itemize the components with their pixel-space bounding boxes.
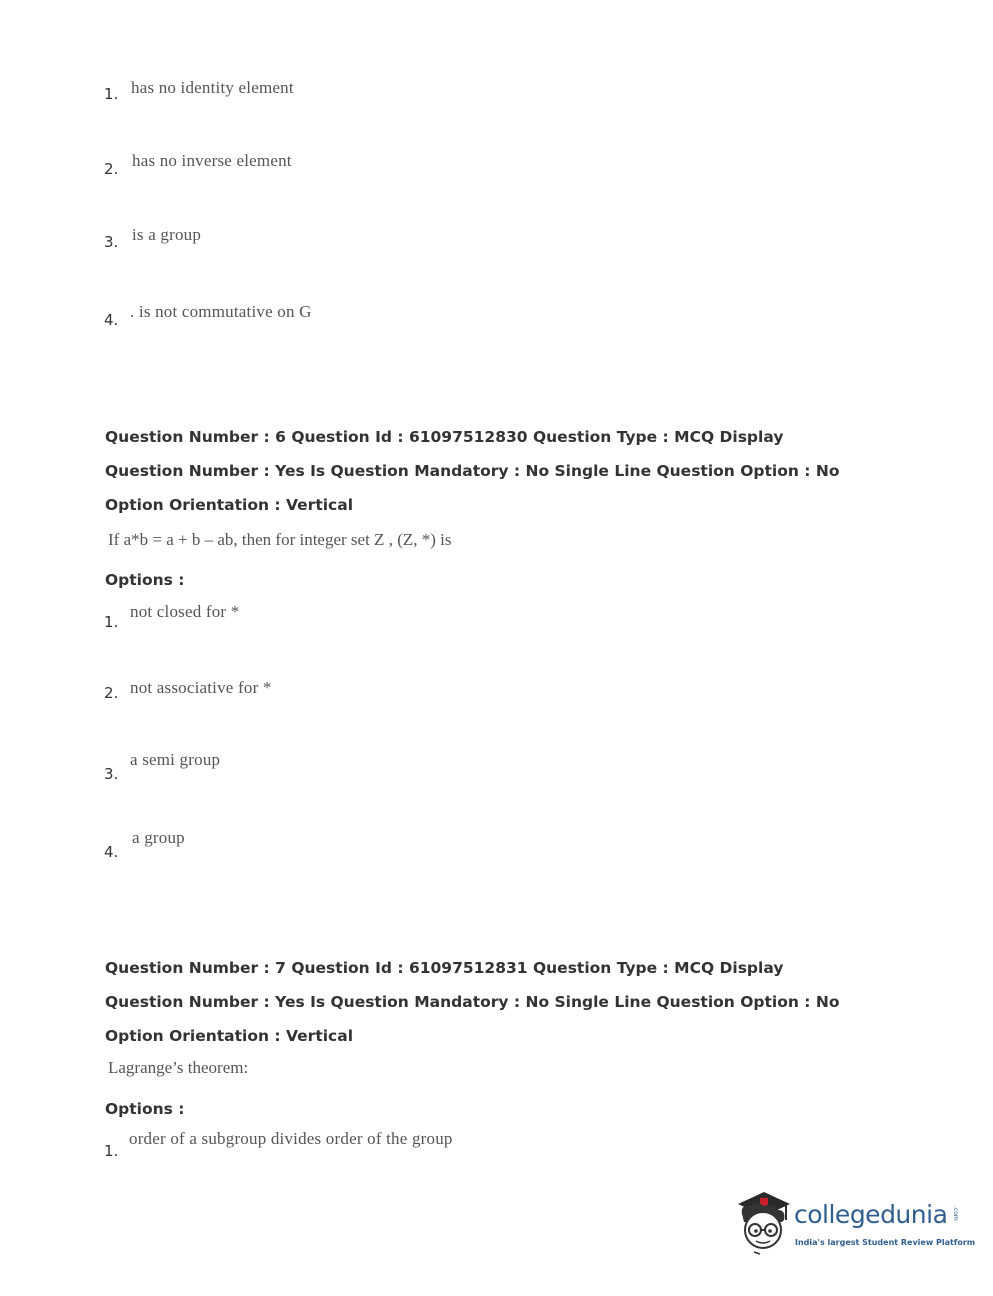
logo-tagline: India's largest Student Review Platform	[795, 1238, 976, 1247]
logo-suffix: .com	[952, 1206, 959, 1221]
question-meta: Question Number : 6 Question Id : 61097512830 Question Type : MCQ Display Question Number : Yes Is Question Mandatory : No Single Line Question Option : No Option Orientation : Vertical	[105, 428, 840, 514]
option-number: 3.	[104, 765, 119, 783]
option-text: has no identity element	[131, 78, 294, 97]
option-number: 1.	[104, 1142, 119, 1160]
option-number: 1.	[104, 613, 119, 631]
option-text: not associative for *	[130, 678, 272, 697]
option-text: not closed for *	[130, 602, 240, 621]
option-number: 1.	[104, 85, 119, 103]
options-label: Options :	[105, 571, 185, 589]
option-number: 4.	[104, 311, 119, 329]
question-text: Lagrange’s theorem:	[108, 1058, 249, 1077]
option-text: a semi group	[130, 750, 221, 769]
option-number: 3.	[104, 233, 119, 251]
question-text: If a*b = a + b – ab, then for integer set Z , (Z, *) is	[108, 530, 452, 549]
option-text: order of a subgroup divides order of the group	[129, 1129, 453, 1148]
collegedunia-logo	[734, 1188, 976, 1260]
option-number: 2.	[104, 160, 119, 178]
option-text: is a group	[132, 225, 202, 244]
mascot-icon	[734, 1188, 794, 1260]
option-number: 4.	[104, 843, 119, 861]
option-number: 2.	[104, 684, 119, 702]
options-label: Options :	[105, 1100, 185, 1118]
logo-wordmark: collegedunia	[794, 1200, 948, 1229]
option-text: has no inverse element	[132, 151, 292, 170]
option-text: a group	[132, 828, 185, 847]
question-meta: Question Number : 7 Question Id : 61097512831 Question Type : MCQ Display Question Number : Yes Is Question Mandatory : No Single Line Question Option : No Option Orientation : Vertical	[105, 959, 840, 1045]
option-text: . is not commutative on G	[130, 302, 312, 321]
